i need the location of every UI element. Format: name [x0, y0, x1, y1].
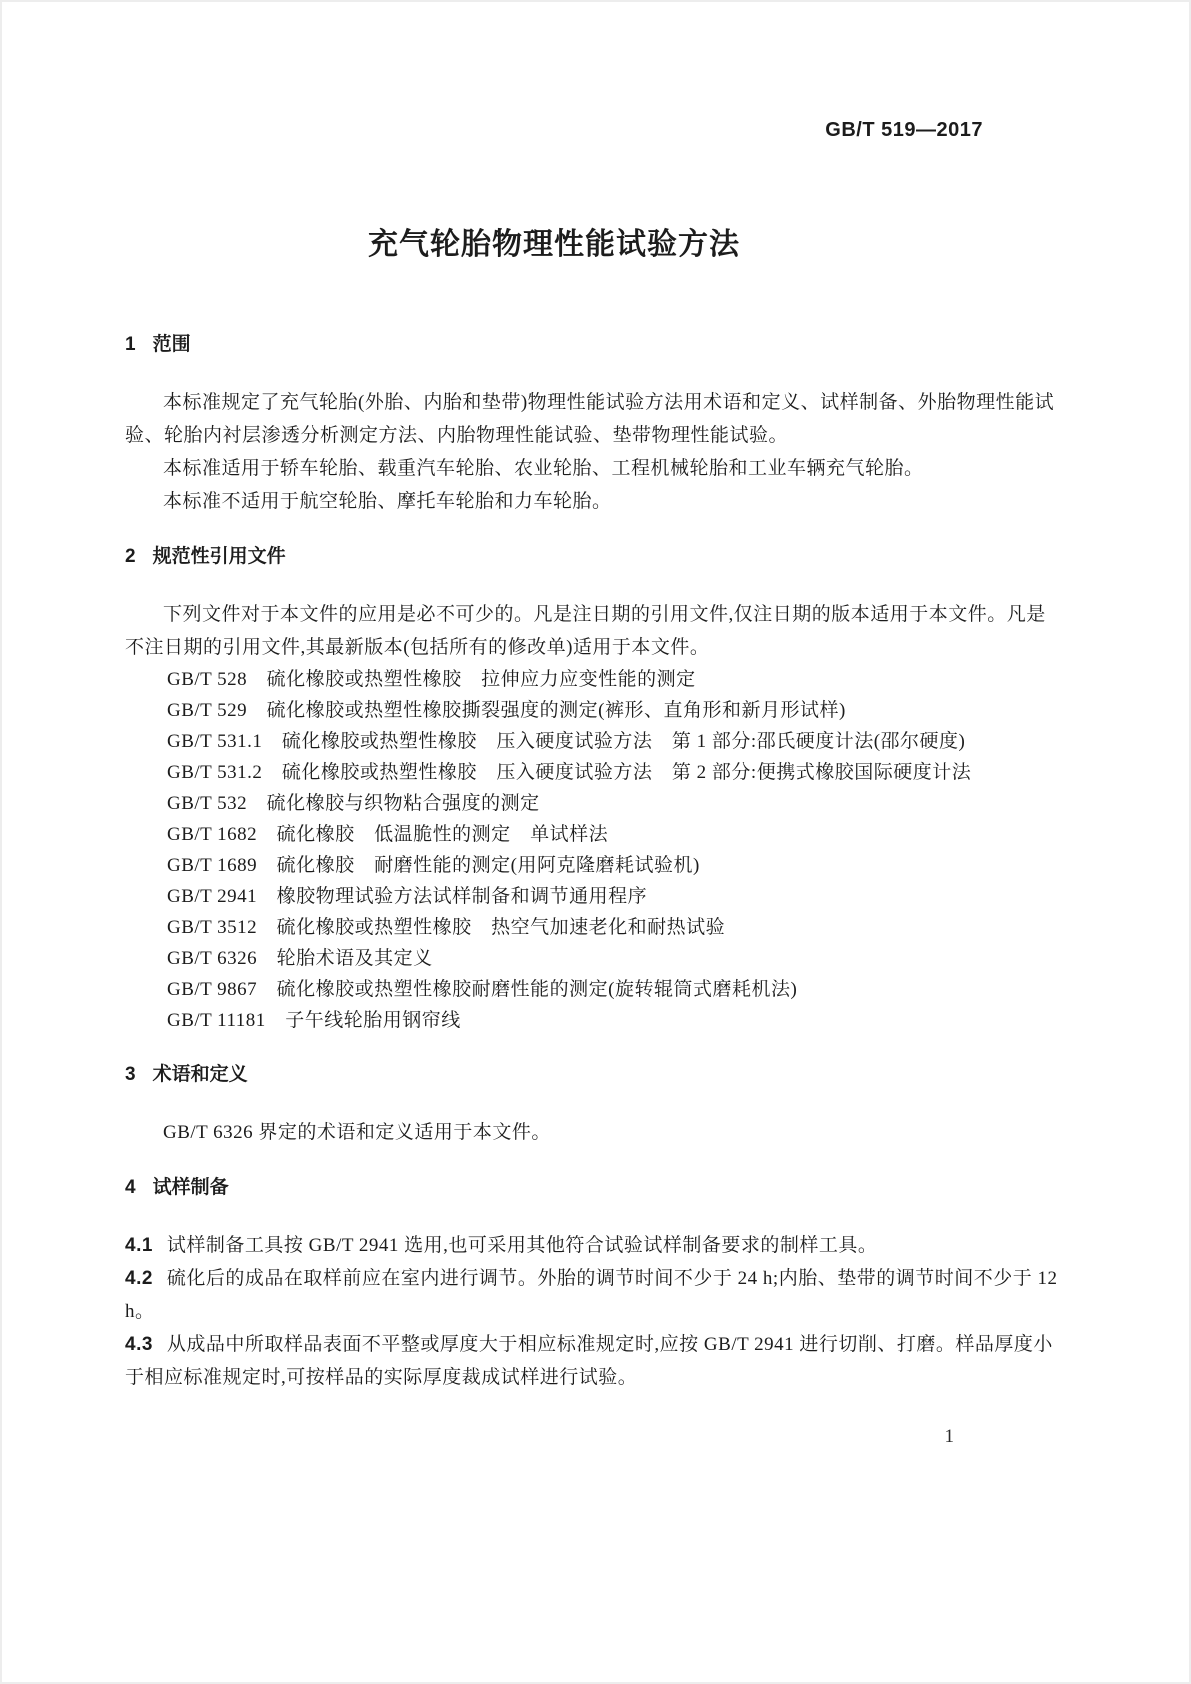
clause-4-2 [125, 1262, 1063, 1328]
clause-4-3 [125, 1328, 1063, 1394]
page-content [2, 2, 1189, 1394]
section-3-heading [125, 1062, 1063, 1088]
clause-4-1 [125, 1229, 1063, 1262]
section-1-paragraph-3: 本标准不适用于航空轮胎、摩托车轮胎和力车轮胎。 [163, 491, 612, 512]
references-list [125, 664, 1063, 1036]
reference-item: GB/T 2941 橡胶物理试验方法试样制备和调节通用程序 [167, 886, 648, 907]
clause-4-3-text: 从成品中所取样品表面不平整或厚度大于相应标准规定时,应按 GB/T 2941 进行切削、打磨。样品厚度小于相应标准规定时,可按样品的实际厚度裁成试样进行试验。 [125, 1334, 1053, 1388]
reference-item: GB/T 528 硫化橡胶或热塑性橡胶 拉伸应力应变性能的测定 [167, 669, 696, 690]
page-number: 1 [944, 1426, 954, 1447]
section-2-number: 2 [125, 546, 136, 567]
reference-item: GB/T 9867 硫化橡胶或热塑性橡胶耐磨性能的测定(旋转辊筒式磨耗机法) [167, 979, 798, 1000]
section-1-heading [125, 332, 1063, 358]
section-2-title: 规范性引用文件 [152, 546, 286, 567]
reference-item: GB/T 1682 硫化橡胶 低温脆性的测定 单试样法 [167, 824, 609, 845]
section-2-paragraph-1: 下列文件对于本文件的应用是必不可少的。凡是注日期的引用文件,仅注日期的版本适用于本文件。凡是不注日期的引用文件,其最新版本(包括所有的修改单)适用于本文件。 [125, 604, 1046, 658]
reference-item: GB/T 531.1 硫化橡胶或热塑性橡胶 压入硬度试验方法 第 1 部分:邵氏硬度计法(邵尔硬度) [167, 731, 966, 752]
section-4-number: 4 [125, 1177, 136, 1198]
clause-4-3-number: 4.3 [125, 1334, 153, 1355]
section-4-title: 试样制备 [152, 1177, 229, 1198]
section-1-number: 1 [125, 334, 136, 355]
clause-4-2-text: 硫化后的成品在取样前应在室内进行调节。外胎的调节时间不少于 24 h;内胎、垫带的调节时间不少于 12 h。 [125, 1268, 1058, 1322]
doc-number: GB/T 519—2017 [825, 119, 983, 141]
reference-item: GB/T 531.2 硫化橡胶或热塑性橡胶 压入硬度试验方法 第 2 部分:便携式橡胶国际硬度计法 [167, 762, 972, 783]
reference-item: GB/T 1689 硫化橡胶 耐磨性能的测定(用阿克隆磨耗试验机) [167, 855, 700, 876]
reference-item: GB/T 3512 硫化橡胶或热塑性橡胶 热空气加速老化和耐热试验 [167, 917, 726, 938]
section-2-heading [125, 544, 1063, 570]
document-title: 充气轮胎物理性能试验方法 [368, 228, 740, 261]
clause-4-1-number: 4.1 [125, 1235, 153, 1256]
reference-item: GB/T 6326 轮胎术语及其定义 [167, 948, 433, 969]
reference-item: GB/T 532 硫化橡胶与织物粘合强度的测定 [167, 793, 540, 814]
section-1-title: 范围 [152, 334, 191, 355]
clause-4-2-number: 4.2 [125, 1268, 153, 1289]
section-3-paragraph-1: GB/T 6326 界定的术语和定义适用于本文件。 [163, 1122, 551, 1143]
clause-4-1-text: 试样制备工具按 GB/T 2941 选用,也可采用其他符合试验试样制备要求的制样工具。 [166, 1235, 878, 1256]
section-1-paragraph-2: 本标准适用于轿车轮胎、载重汽车轮胎、农业轮胎、工程机械轮胎和工业车辆充气轮胎。 [163, 458, 924, 479]
section-3-number: 3 [125, 1064, 136, 1085]
section-3-title: 术语和定义 [152, 1064, 248, 1085]
reference-item: GB/T 11181 子午线轮胎用钢帘线 [167, 1010, 461, 1031]
section-1-paragraph-1: 本标准规定了充气轮胎(外胎、内胎和垫带)物理性能试验方法用术语和定义、试样制备、外胎物理性能试验、轮胎内衬层渗透分析测定方法、内胎物理性能试验、垫带物理性能试验。 [125, 392, 1055, 446]
section-4-heading [125, 1175, 1063, 1201]
reference-item: GB/T 529 硫化橡胶或热塑性橡胶撕裂强度的测定(裤形、直角形和新月形试样) [167, 700, 846, 721]
